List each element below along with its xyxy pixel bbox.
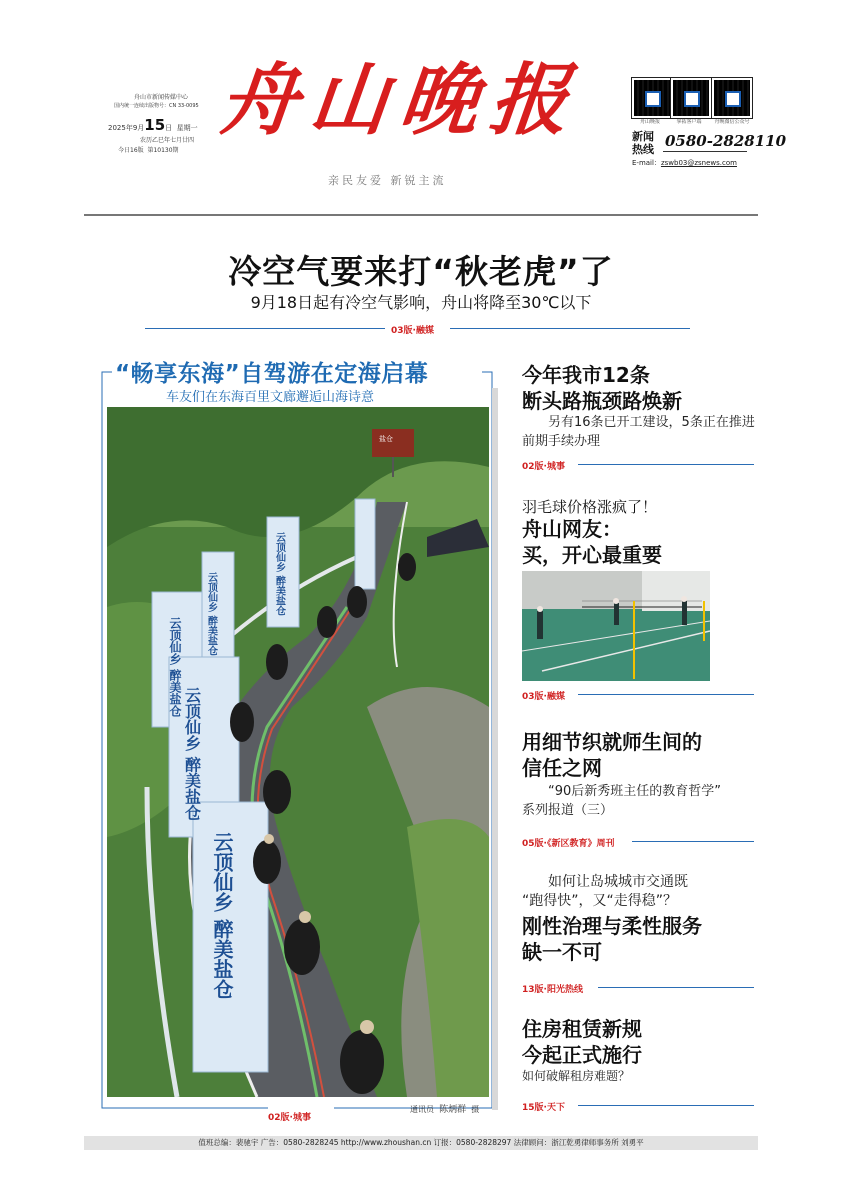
banner-label: 云顶仙乡 醉美盐仓	[182, 687, 202, 821]
page-tag[interactable]: 02版·城事	[268, 1113, 311, 1123]
story-kicker: 羽毛球价格涨疯了！	[522, 498, 658, 516]
page-tag[interactable]: 15版·天下	[522, 1103, 565, 1113]
lead-subheadline: 9月18日起有冷空气影响，舟山将降至30℃以下	[250, 293, 592, 312]
page-tag[interactable]: 03版·融媒	[391, 326, 434, 336]
banner-label: 云顶仙乡 醉美盐仓	[210, 832, 234, 999]
story-headline[interactable]: 刚性治理与柔性服务 缺一不可	[522, 914, 702, 964]
email: E-mail：zswb03@zsnews.com	[632, 159, 737, 167]
story-headline[interactable]: 住房租赁新规 今起正式施行	[522, 1017, 642, 1067]
masthead-rule	[84, 214, 758, 216]
issue-date: 2025年9月15日 星期一	[108, 116, 198, 134]
road-sign-label: 盐仓	[379, 435, 393, 443]
story-summary: 如何破解租房难题？	[522, 1069, 631, 1083]
feature-headline[interactable]: “畅享东海”自驾游在定海启幕	[115, 361, 429, 387]
road-sign	[372, 429, 414, 457]
newspaper-logo: 舟山晚报	[215, 55, 585, 146]
qr-label: 舟山晚报	[639, 119, 660, 125]
slogan: 亲民友爱 新锐主流	[328, 174, 447, 187]
story-headline[interactable]: 用细节织就师生间的 信任之网	[522, 730, 702, 780]
story-kicker: 如何让岛城城市交通既 “跑得快”，又“走得稳”？	[522, 874, 688, 909]
qr-code-icon[interactable]	[671, 78, 711, 118]
registration: 国内统一连续出版物号：CN 33-0095	[114, 103, 199, 109]
photo-credit: 通讯员 陈炳群 摄	[410, 1105, 480, 1115]
lunar-date: 农历乙巳年七月廿四	[140, 137, 195, 144]
page-tag[interactable]: 05版·《新区教育》周刊	[522, 839, 615, 849]
story-headline[interactable]: 今年我市12条 断头路瓶颈路焕新	[522, 363, 682, 413]
story-headline[interactable]: 舟山网友： 买，开心最重要	[522, 517, 662, 567]
qr-label: 舟晚微信公众号	[714, 119, 750, 125]
edition-info: 今日16版 第10130期	[118, 147, 179, 154]
page-tag[interactable]: 02版·城事	[522, 462, 565, 472]
banner-label: 云顶仙乡 醉美盐仓	[273, 532, 285, 616]
lead-headline[interactable]: 冷空气要来打“秋老虎”了	[228, 252, 614, 291]
story-summary: 另有16条已开工建设，5条正在推进前期手续办理	[522, 415, 755, 449]
hotline-label: 新闻 热线	[632, 130, 654, 156]
feature-subheadline: 车友们在东海百里文廊邂逅山海诗意	[166, 390, 375, 405]
feature-photo[interactable]	[107, 407, 489, 1097]
qr-code-icon[interactable]	[712, 78, 752, 118]
qr-label: 掌拓客户端	[676, 119, 702, 125]
story-summary: “90后新秀班主任的教育哲学” 系列报道（三）	[522, 784, 722, 818]
page-tag[interactable]: 03版·融媒	[522, 692, 565, 702]
page-tag[interactable]: 13版·阳光热线	[522, 985, 583, 995]
badminton-photo[interactable]	[522, 571, 710, 681]
hotline-number: 0580-2828110	[665, 132, 787, 150]
publisher: 舟山市新闻传媒中心	[134, 94, 189, 101]
banner-label: 云顶仙乡 醉美盐仓	[168, 617, 182, 718]
banner-label: 云顶仙乡 醉美盐仓	[205, 572, 217, 656]
qr-code-icon[interactable]	[632, 78, 672, 118]
footer-bar: 值班总编：裴驰宇 广告：0580-2828245 http://www.zhoushan.cn 订报：0580-2828297 法律顾问：浙江乾勇律师事务所 刘勇平	[84, 1136, 758, 1150]
